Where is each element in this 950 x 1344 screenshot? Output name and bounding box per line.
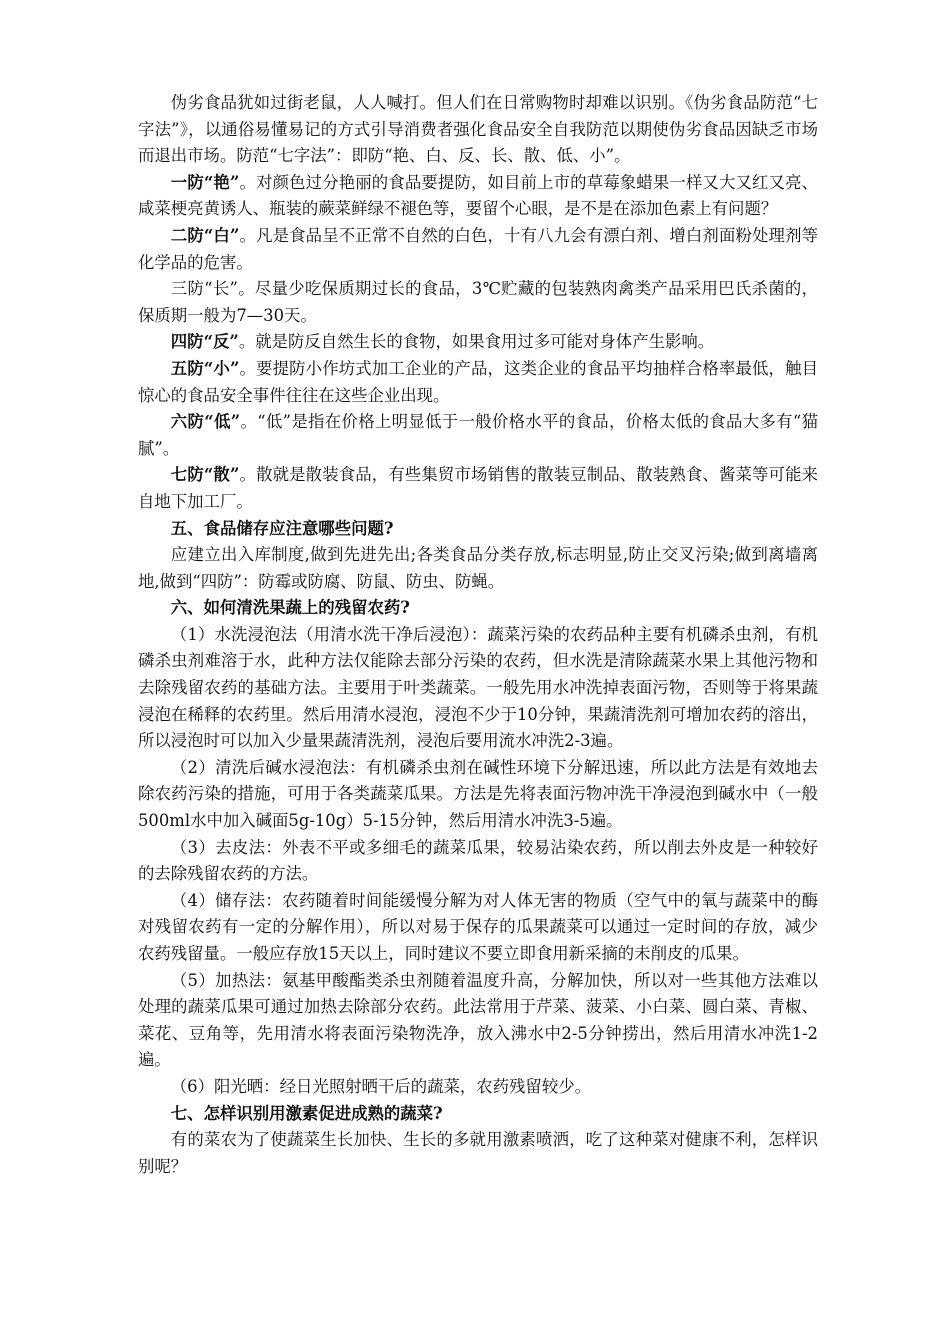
- rule-paragraph-6: [138, 409, 818, 462]
- rule-lead-1: 一防“艳”: [170, 172, 240, 192]
- section-6-item-2: （2）清洗后碱水浸泡法：有机磷杀虫剂在碱性环境下分解迅速，所以此方法是有效地去除农药污染的措施，可用于各类蔬菜瓜果。方法是先将表面污物冲洗干净浸泡到碱水中（一般500ml水中加入碱面5g-10g）5-15分钟，然后用清水冲洗3-5遍。: [138, 757, 818, 831]
- rule-paragraph-3: [138, 276, 818, 329]
- rule-lead-4: 四防“反”: [170, 332, 239, 352]
- section-6-item-6: （6）阳光晒：经日光照射晒干后的蔬菜，农药残留较少。: [170, 1076, 591, 1096]
- section-6-heading: 六、如何清洗果蔬上的残留农药?: [170, 598, 410, 618]
- section-7-heading: 七、怎样识别用激素促进成熟的蔬菜?: [170, 1103, 443, 1123]
- rule-text-3: 三防“长”。尽量少吃保质期过长的食品，3℃贮藏的包装熟肉禽类产品采用巴氏杀菌的，保质期一般为7—30天。: [138, 279, 818, 325]
- section-6-item-4: （4）储存法：农药随着时间能缓慢分解为对人体无害的物质（空气中的氧与蔬菜中的酶对残留农药有一定的分解作用），所以对易于保存的瓜果蔬菜可以通过一定时间的存放，减少农药残留量。一般应存放15天以上，同时建议不要立即食用新采摘的未削皮的瓜果。: [138, 890, 818, 963]
- rule-paragraph-4: [138, 329, 818, 356]
- rule-paragraph-1: [138, 170, 818, 223]
- section-7-body: 有的菜农为了使蔬菜生长加快、生长的多就用激素喷洒，吃了这种菜对健康不利，怎样识别呢？: [138, 1130, 818, 1176]
- rule-text-1: 。对颜色过分艳丽的食品要提防，如目前上市的草莓象蜡果一样又大又红又亮、咸菜梗亮黄诱人、瓶装的蕨菜鲜绿不褪色等，要留个心眼，是不是在添加色素上有问题？: [138, 172, 818, 219]
- rule-paragraph-5: [138, 356, 818, 409]
- rule-paragraph-2: [138, 223, 818, 276]
- rule-text-7: 。散就是散装食品，有些集贸市场销售的散装豆制品、散装熟食、酱菜等可能来自地下加工厂。: [138, 465, 818, 511]
- section-6-item-1: （1）水洗浸泡法（用清水洗干净后浸泡）：蔬菜污染的农药品种主要有机磷杀虫剂，有机磷杀虫剂难溶于水，此种方法仅能除去部分污染的农药，但水洗是清除蔬菜水果上其他污物和去除残留农药的基础方法。主要用于叶类蔬菜。一般先用水冲洗掉表面污物，否则等于将果蔬浸泡在稀释的农药里。然后用清水浸泡，浸泡不少于10分钟，果蔬清洗剂可增加农药的溶出，所以浸泡时可以加入少量果蔬清洗剂，浸泡后要用流水冲洗2-3遍。: [138, 624, 818, 751]
- rule-text-4: 。就是防反自然生长的食物，如果食用过多可能对身体产生影响。: [238, 332, 715, 352]
- section-6-item-3: （3）去皮法：外表不平或多细毛的蔬菜瓜果，较易沾染农药，所以削去外皮是一种较好的去除残留农药的方法。: [138, 837, 818, 884]
- rule-lead-6: 六防“低”: [170, 412, 241, 432]
- rule-lead-7: 七防“散”: [170, 465, 240, 485]
- section-5-body: 应建立出入库制度,做到先进先出;各类食品分类存放,标志明显,防止交叉污染;做到离墙离地,做到“四防”：防霉或防腐、防鼠、防虫、防蝇。: [138, 545, 818, 591]
- section-5-heading: 五、食品储存应注意哪些问题?: [170, 518, 394, 538]
- intro-text: 伪劣食品犹如过街老鼠，人人喊打。但人们在日常购物时却难以识别。《伪劣食品防范“七字法”》，以通俗易懂易记的方式引导消费者强化食品安全自我防范以期使伪劣食品因缺乏市场而退出市场。防范“七字法”：即防“艳、白、反、长、散、低、小”。: [138, 93, 818, 166]
- rule-text-5: 。要提防小作坊式加工企业的产品，这类企业的食品平均抽样合格率最低，触目惊心的食品安全事件往往在这些企业出现。: [138, 358, 818, 405]
- document-page: [138, 90, 818, 1180]
- rule-text-2: 。凡是食品呈不正常不自然的白色，十有八九会有漂白剂、增白剂面粉处理剂等化学品的危害。: [138, 225, 818, 272]
- section-6-item-5: （5）加热法：氨基甲酸酯类杀虫剂随着温度升高，分解加快，所以对一些其他方法难以处理的蔬菜瓜果可通过加热去除部分农药。此法常用于芹菜、菠菜、小白菜、圆白菜、青椒、菜花、豆角等，先用清水将表面污染物洗净，放入沸水中2-5分钟捞出，然后用清水冲洗1-2遍。: [138, 970, 818, 1070]
- rule-lead-2: 二防“白”: [170, 225, 240, 245]
- rule-text-6: 。“低”是指在价格上明显低于一般价格水平的食品，价格太低的食品大多有“猫腻”。: [138, 412, 818, 458]
- intro-paragraph: [138, 90, 818, 170]
- rule-lead-5: 五防“小”: [170, 358, 240, 378]
- rule-paragraph-7: [138, 462, 818, 515]
